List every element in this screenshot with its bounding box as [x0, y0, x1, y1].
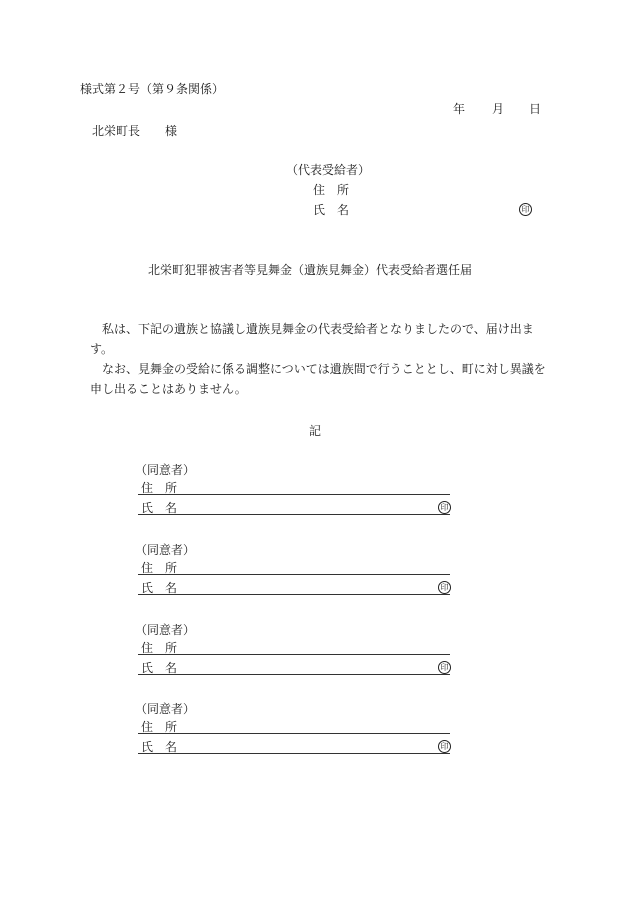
- consenter-seal: 印: [438, 581, 451, 594]
- body-text: [90, 319, 550, 399]
- addressee-honorific: 様: [165, 124, 178, 138]
- consenter-heading: （同意者）: [135, 463, 196, 477]
- consenter-name-line: [138, 753, 450, 754]
- body-paragraph-1: 私は、下記の遺族と協議し遺族見舞金の代表受給者となりましたので、届け出ます。: [90, 322, 534, 356]
- consenter-heading: （同意者）: [135, 623, 196, 637]
- consenter-name-label: 氏 名: [141, 501, 178, 515]
- consenter-address-label: 住 所: [141, 481, 178, 495]
- representative-name-label: 氏 名: [313, 203, 350, 217]
- consenter-name-label: 氏 名: [141, 661, 178, 675]
- consenter-address-label: 住 所: [141, 641, 178, 655]
- record-label: 記: [309, 424, 322, 438]
- date-year: 年: [453, 102, 466, 116]
- consenter-name-line: [138, 514, 450, 515]
- consenter-name-line: [138, 674, 450, 675]
- consenter-name-label: 氏 名: [141, 740, 178, 754]
- consenter-address-line: [138, 494, 450, 495]
- consenter-heading: （同意者）: [135, 702, 196, 716]
- addressee-name: 北栄町長: [92, 124, 141, 138]
- consenter-address-line: [138, 574, 450, 575]
- form-number: 様式第２号（第９条関係）: [80, 82, 225, 96]
- consenter-seal: 印: [438, 501, 451, 514]
- consenter-seal: 印: [438, 661, 451, 674]
- consenter-address-label: 住 所: [141, 720, 178, 734]
- representative-heading: （代表受給者）: [286, 163, 371, 177]
- document-title: 北栄町犯罪被害者等見舞金（遺族見舞金）代表受給者選任届: [148, 263, 473, 277]
- consenter-name-line: [138, 594, 450, 595]
- representative-address-label: 住 所: [313, 183, 350, 197]
- consenter-address-line: [138, 654, 450, 655]
- consenter-address-label: 住 所: [141, 561, 178, 575]
- consenter-name-label: 氏 名: [141, 581, 178, 595]
- consenter-seal: 印: [438, 740, 451, 753]
- date-month: 月: [492, 102, 505, 116]
- date-day: 日: [529, 102, 542, 116]
- representative-seal: 印: [519, 203, 532, 216]
- body-paragraph-2: なお、見舞金の受給に係る調整については遺族間で行うこととし、町に対し異議を申し出ることはありません。: [90, 362, 546, 396]
- consenter-heading: （同意者）: [135, 543, 196, 557]
- consenter-address-line: [138, 733, 450, 734]
